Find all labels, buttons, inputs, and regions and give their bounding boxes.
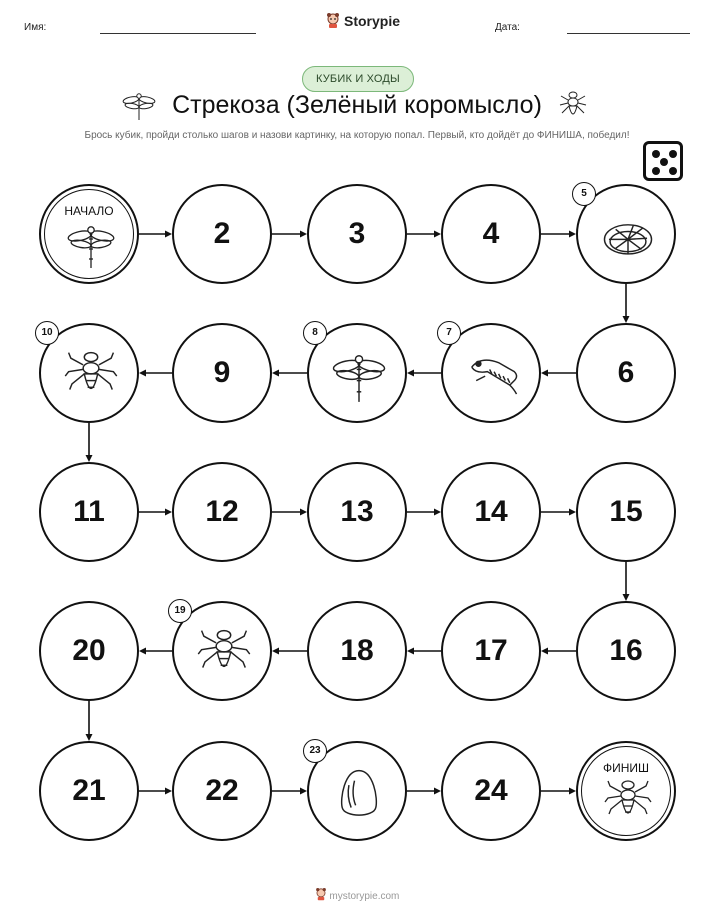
- dragonfly-icon: [331, 347, 387, 403]
- path-arrow: [139, 648, 172, 655]
- space-number: 13: [340, 495, 374, 528]
- board-space: [39, 601, 139, 701]
- board-space: [307, 184, 407, 284]
- board-space: [39, 323, 139, 423]
- board-space: [441, 462, 541, 562]
- space-number: 9: [213, 356, 231, 389]
- board-space: [172, 741, 272, 841]
- path-arrow: [407, 509, 441, 516]
- game-type-badge: КУБИК И ХОДЫ: [302, 66, 414, 92]
- path-arrow: [139, 788, 172, 795]
- path-arrow: [139, 509, 172, 516]
- brand-name: Storypie: [344, 13, 401, 29]
- nymph-icon: [603, 776, 653, 826]
- space-number-badge: 5: [572, 182, 596, 206]
- mascot-icon: [315, 888, 327, 901]
- footer-url: mystorypie.com: [329, 891, 400, 902]
- space-number: 3: [348, 217, 366, 250]
- space-number: 4: [482, 217, 500, 250]
- board-space: [307, 462, 407, 562]
- board-space: [441, 323, 541, 423]
- path-arrow: [623, 284, 630, 323]
- board-space: [576, 323, 676, 423]
- space-number: 14: [474, 495, 508, 528]
- path-arrow: [272, 648, 307, 655]
- lily-pad-icon: [600, 208, 656, 264]
- path-arrow: [272, 788, 307, 795]
- board-space: [172, 184, 272, 284]
- space-number-badge: 23: [303, 739, 327, 763]
- path-arrow: [272, 370, 307, 377]
- start-space: [39, 184, 139, 284]
- space-number: 22: [205, 774, 239, 807]
- path-arrow: [541, 231, 576, 238]
- finish-label: ФИНИШ: [602, 761, 650, 775]
- board-space: [39, 741, 139, 841]
- board-space: [441, 184, 541, 284]
- footer-brand: [0, 888, 714, 902]
- path-arrow: [139, 231, 172, 238]
- space-number: 2: [213, 217, 231, 250]
- path-arrow: [623, 562, 630, 601]
- space-number: 16: [609, 634, 643, 667]
- egg-icon: [331, 765, 387, 821]
- space-number: 6: [617, 356, 635, 389]
- path-arrow: [272, 509, 307, 516]
- space-number-badge: 7: [437, 321, 461, 345]
- space-number: 17: [474, 634, 508, 667]
- space-number: 18: [340, 634, 374, 667]
- path-arrow: [407, 648, 441, 655]
- space-number-badge: 8: [303, 321, 327, 345]
- space-number: 20: [72, 634, 106, 667]
- nymph-jaw-icon: [465, 347, 521, 403]
- path-arrow: [86, 701, 93, 741]
- finish-space: [576, 741, 676, 841]
- path-arrow: [407, 370, 441, 377]
- name-label: Имя:: [24, 22, 47, 33]
- path-arrow: [272, 231, 307, 238]
- path-arrow: [541, 648, 576, 655]
- path-arrow: [541, 370, 576, 377]
- space-number: 12: [205, 495, 239, 528]
- nymph-icon: [196, 625, 252, 681]
- space-number-badge: 10: [35, 321, 59, 345]
- path-arrow: [407, 788, 441, 795]
- board-space: [576, 601, 676, 701]
- space-number-badge: 19: [168, 599, 192, 623]
- page-title: Стрекоза (Зелёный коромысло): [172, 91, 542, 119]
- board-space: [172, 323, 272, 423]
- path-arrow: [407, 231, 441, 238]
- space-number: 21: [72, 774, 106, 807]
- board-space: [576, 184, 676, 284]
- nymph-icon: [63, 347, 119, 403]
- path-arrow: [541, 788, 576, 795]
- path-arrow: [541, 509, 576, 516]
- dragonfly-icon: [66, 219, 116, 269]
- board-space: [576, 462, 676, 562]
- board-space: [441, 601, 541, 701]
- board-space: [307, 323, 407, 423]
- board-space: [39, 462, 139, 562]
- board-space: [441, 741, 541, 841]
- space-number: 15: [609, 495, 643, 528]
- path-arrow: [139, 370, 172, 377]
- date-label: Дата:: [495, 22, 520, 33]
- space-number: 11: [73, 495, 105, 528]
- space-number: 24: [474, 774, 508, 807]
- path-arrow: [86, 423, 93, 462]
- board-space: [307, 741, 407, 841]
- board-space: [172, 601, 272, 701]
- board-space: [172, 462, 272, 562]
- board-space: [307, 601, 407, 701]
- start-label: НАЧАЛО: [64, 204, 114, 218]
- instructions: Брось кубик, пройди столько шагов и назови картинку, на которую попал. Первый, кто дойдёт до ФИНИША, победил!: [84, 130, 630, 141]
